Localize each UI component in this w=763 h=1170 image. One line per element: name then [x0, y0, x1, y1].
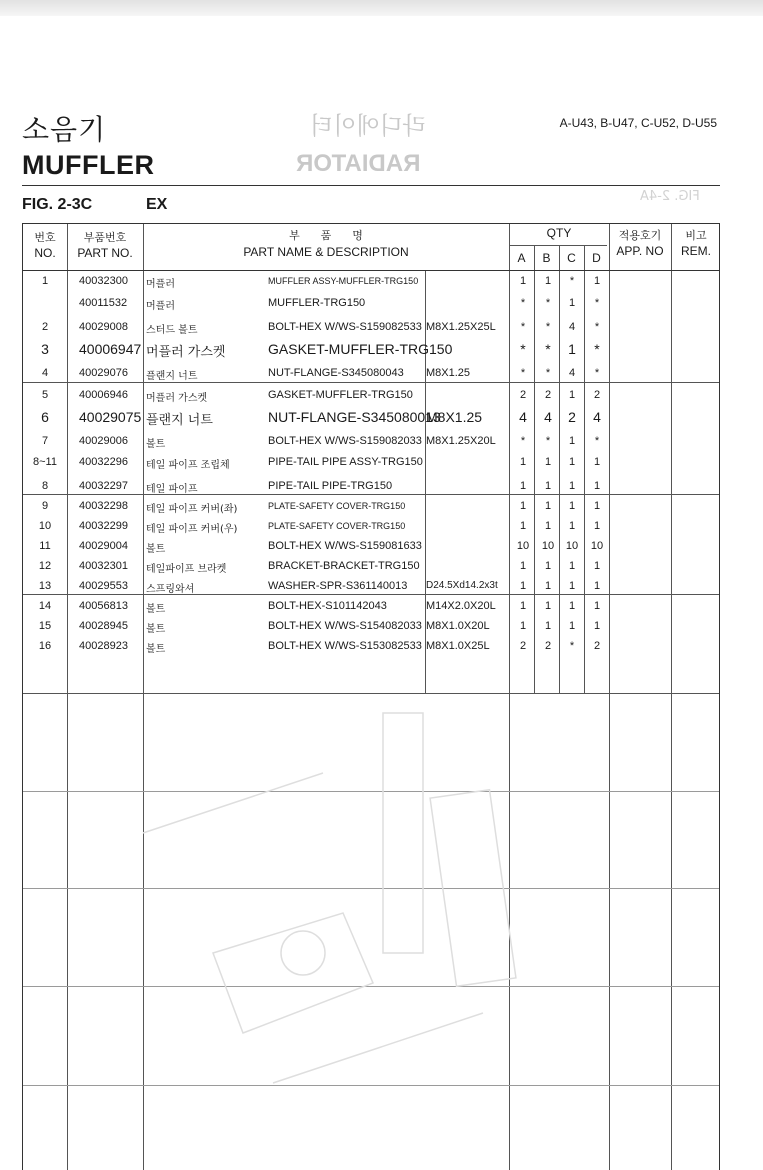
qty-c: 1 [568, 456, 576, 468]
item-no: 12 [38, 560, 52, 572]
ghost-leader-line [143, 773, 323, 833]
part-description: MUFFLER-TRG150 [268, 297, 366, 309]
part-number: 40032299 [79, 520, 128, 532]
part-name-ko: 볼트 [146, 544, 166, 555]
page-title-korean: 소음기 [22, 113, 107, 146]
part-description: PIPE-TAIL PIPE-TRG150 [268, 480, 393, 492]
item-no: 5 [41, 389, 49, 401]
header-qty-b: B [542, 251, 551, 265]
header-rem: REM. [681, 244, 711, 258]
qty-a: 1 [519, 620, 527, 632]
qty-c: 1 [568, 500, 576, 512]
qty-b: 1 [544, 560, 552, 572]
part-name-ko: 머플러 [146, 301, 175, 312]
qty-b: * [545, 297, 551, 309]
part-description: WASHER-SPR-S361140013 [268, 580, 408, 592]
qty-d: * [594, 341, 600, 357]
part-name-ko: 스터드 볼트 [146, 325, 198, 336]
part-number: 40032301 [79, 560, 128, 572]
item-no: 8 [41, 480, 49, 492]
qty-d: 1 [593, 500, 601, 512]
part-name-ko: 볼트 [146, 604, 166, 615]
qty-d: 10 [590, 540, 604, 552]
bleed-through-fig: FIG. 2-4A [640, 189, 700, 204]
title-divider [22, 185, 720, 186]
qty-c: 1 [568, 620, 576, 632]
bleed-through-title-ko: 라디에이터 [310, 112, 426, 140]
qty-a: 1 [519, 580, 527, 592]
part-name-ko: 볼트 [146, 624, 166, 635]
part-number: 40028923 [79, 640, 128, 652]
table-row [23, 385, 721, 405]
qty-a: 1 [519, 600, 527, 612]
part-number: 40011532 [79, 297, 128, 309]
table-row [23, 516, 721, 536]
item-no: 8~11 [33, 456, 57, 468]
header-app-ko: 적용호기 [618, 229, 662, 242]
qty-a: * [520, 367, 526, 379]
table-top-rule [23, 223, 719, 224]
header-qty-c: C [567, 251, 576, 265]
table-row [23, 536, 721, 556]
bleed-through-title-en: RADIATOR [296, 150, 421, 177]
table-row [23, 431, 721, 451]
part-name-ko: 테일 파이프 커버(좌) [146, 504, 238, 515]
part-name-ko: 스프링와셔 [146, 584, 195, 595]
qty-d: 1 [593, 456, 601, 468]
qty-d: * [594, 367, 600, 379]
ghost-leader-line [273, 1013, 483, 1083]
qty-a: 1 [519, 560, 527, 572]
group-divider [23, 693, 719, 694]
blank-row-rule [23, 791, 719, 792]
part-name-ko: 머플러 가스켓 [146, 393, 208, 404]
part-description: PIPE-TAIL PIPE ASSY-TRG150 [268, 456, 423, 468]
table-row [23, 271, 721, 291]
qty-a: 10 [516, 540, 530, 552]
page-title: MUFFLER [22, 150, 155, 180]
ghost-fitting-shape [281, 931, 325, 975]
item-no: 14 [38, 600, 52, 612]
qty-d: 1 [593, 520, 601, 532]
table-row [23, 576, 721, 596]
qty-d: 1 [593, 275, 601, 287]
qty-d: * [594, 297, 600, 309]
qty-d: 1 [593, 480, 601, 492]
qty-b: 1 [544, 620, 552, 632]
qty-d: * [594, 435, 600, 447]
qty-a: 1 [519, 480, 527, 492]
qty-d: 2 [593, 389, 601, 401]
part-spec: M8X1.0X20L [426, 620, 490, 632]
part-spec: D24.5Xd14.2x3t [426, 580, 498, 591]
qty-c: 10 [565, 540, 579, 552]
qty-a: * [520, 321, 526, 333]
item-no: 6 [41, 409, 49, 425]
model-codes: A-U43, B-U47, C-U52, D-U55 [559, 116, 717, 130]
part-name-ko: 볼트 [146, 439, 166, 450]
table-row [23, 340, 721, 360]
qty-b: 2 [544, 389, 552, 401]
part-name-ko: 볼트 [146, 644, 166, 655]
header-description: PART NAME & DESCRIPTION [243, 245, 409, 259]
ghost-pipe-shape [383, 713, 423, 953]
qty-d: 1 [593, 620, 601, 632]
part-description: GASKET-MUFFLER-TRG150 [268, 341, 453, 357]
item-no: 3 [41, 341, 49, 357]
parts-table [22, 223, 720, 1170]
part-spec: M8X1.0X25L [426, 640, 490, 652]
part-number: 40029076 [79, 367, 128, 379]
qty-c: 2 [568, 409, 576, 425]
part-name-ko: 테일파이프 브라켓 [146, 564, 227, 575]
item-no: 1 [41, 275, 49, 287]
qty-a: 4 [519, 409, 527, 425]
qty-b: 1 [544, 275, 552, 287]
table-row [23, 452, 721, 472]
part-number: 40029006 [79, 435, 128, 447]
header-part-ko: 부품번호 [83, 231, 127, 244]
ghost-bracket-shape [213, 913, 373, 1033]
item-no: 4 [41, 367, 49, 379]
qty-a: * [520, 297, 526, 309]
qty-b: * [545, 341, 551, 357]
part-description: NUT-FLANGE-S345080013 [268, 409, 441, 425]
part-number: 40029553 [79, 580, 128, 592]
figure-number: FIG. 2-3C [22, 196, 93, 213]
qty-b: 1 [544, 500, 552, 512]
part-description: MUFFLER ASSY-MUFFLER-TRG150 [268, 276, 419, 286]
qty-c: 1 [568, 435, 576, 447]
qty-a: * [520, 341, 526, 357]
item-no: 2 [41, 321, 49, 333]
qty-c: 1 [568, 389, 576, 401]
bleed-through-strokes [143, 713, 516, 1083]
item-no: 15 [38, 620, 52, 632]
qty-a: 1 [519, 456, 527, 468]
part-description: BOLT-HEX-S101142043 [268, 600, 387, 612]
qty-d: 1 [593, 560, 601, 572]
item-no: 13 [38, 580, 52, 592]
qty-c: 1 [568, 580, 576, 592]
qty-b: 10 [541, 540, 555, 552]
part-number: 40029008 [79, 321, 128, 333]
qty-c: 4 [568, 321, 576, 333]
table-row [23, 556, 721, 576]
header-qty-a: A [517, 251, 526, 265]
qty-b: 1 [544, 520, 552, 532]
qty-a: 2 [519, 640, 527, 652]
qty-c: * [569, 275, 575, 287]
blank-row-rule [23, 888, 719, 889]
qty-b: 1 [544, 480, 552, 492]
qty-subheader-rule [509, 245, 607, 246]
part-description: BOLT-HEX W/WS-S159082533 [268, 321, 422, 333]
qty-b: * [545, 435, 551, 447]
table-row [23, 636, 721, 656]
header-qty-d: D [592, 251, 601, 265]
part-name-ko: 플랜지 너트 [146, 413, 213, 428]
part-number: 40032297 [79, 480, 128, 492]
scan-edge [0, 0, 763, 16]
section-code: EX [146, 196, 168, 213]
qty-c: 1 [568, 520, 576, 532]
qty-c: 4 [568, 367, 576, 379]
part-name-ko: 테일 파이프 [146, 484, 198, 495]
part-spec: M14X2.0X20L [426, 600, 496, 612]
table-row [23, 496, 721, 516]
qty-b: 2 [544, 640, 552, 652]
part-name-ko: 테일 파이프 커버(우) [146, 524, 238, 535]
part-spec: M8X1.25X20L [426, 435, 496, 447]
qty-c: 1 [568, 341, 576, 357]
qty-a: 1 [519, 520, 527, 532]
item-no: 10 [38, 520, 52, 532]
qty-d: 2 [593, 640, 601, 652]
header-no: NO. [34, 246, 56, 260]
part-spec: M8X1.25 [426, 367, 471, 379]
part-description: BOLT-HEX W/WS-S154082033 [268, 620, 422, 632]
qty-c: 1 [568, 297, 576, 309]
part-name-ko: 머플러 [146, 279, 175, 290]
qty-d: 1 [593, 600, 601, 612]
table-row [23, 293, 721, 313]
table-row [23, 596, 721, 616]
table-row [23, 616, 721, 636]
part-number: 40032296 [79, 456, 128, 468]
blank-row-rule [23, 986, 719, 987]
qty-b: * [545, 321, 551, 333]
part-description: NUT-FLANGE-S345080043 [268, 367, 404, 379]
header-qty: QTY [546, 226, 572, 240]
part-number: 40006946 [79, 389, 128, 401]
part-name-ko: 플랜지 너트 [146, 371, 198, 382]
item-no: 16 [38, 640, 52, 652]
table-row [23, 476, 721, 496]
part-name-ko: 테일 파이프 조립체 [146, 460, 230, 471]
header-no-ko: 번호 [34, 231, 56, 244]
qty-c: 1 [568, 480, 576, 492]
qty-b: 4 [544, 409, 552, 425]
item-no: 7 [41, 435, 49, 447]
qty-d: 4 [593, 409, 601, 425]
part-description: BOLT-HEX W/WS-S153082533 [268, 640, 422, 652]
table-row [23, 317, 721, 337]
part-number: 40029075 [79, 409, 142, 425]
part-description: GASKET-MUFFLER-TRG150 [268, 389, 413, 401]
item-no: 11 [39, 540, 51, 552]
qty-c: 1 [568, 560, 576, 572]
qty-d: * [594, 321, 600, 333]
table-row [23, 363, 721, 383]
part-spec: M8X1.25X25L [426, 321, 496, 333]
bleed-through-diagram [123, 653, 683, 1153]
qty-b: 1 [544, 456, 552, 468]
part-number: 40032298 [79, 500, 128, 512]
part-number: 40032300 [79, 275, 128, 287]
part-name-ko: 머플러 가스켓 [146, 345, 226, 360]
part-description: PLATE-SAFETY COVER-TRG150 [268, 501, 406, 511]
qty-c: * [569, 640, 575, 652]
qty-b: * [545, 367, 551, 379]
qty-a: 2 [519, 389, 527, 401]
part-description: BRACKET-BRACKET-TRG150 [268, 560, 420, 572]
header-part-no: PART NO. [77, 246, 133, 260]
qty-d: 1 [593, 580, 601, 592]
part-number: 40006947 [79, 341, 142, 357]
header-app-no: APP. NO [616, 244, 664, 258]
qty-a: 1 [519, 500, 527, 512]
header-desc-ko: 부 품 명 [289, 229, 363, 242]
part-description: BOLT-HEX W/WS-S159081633 [268, 540, 422, 552]
part-number: 40028945 [79, 620, 128, 632]
item-no: 9 [41, 500, 49, 512]
blank-row-rule [23, 1085, 719, 1086]
part-spec: M8X1.25 [426, 409, 483, 425]
qty-a: * [520, 435, 526, 447]
part-description: BOLT-HEX W/WS-S159082033 [268, 435, 422, 447]
qty-a: 1 [519, 275, 527, 287]
table-row [23, 408, 721, 428]
part-number: 40029004 [79, 540, 128, 552]
header-rem-ko: 비고 [685, 229, 707, 242]
part-number: 40056813 [79, 600, 128, 612]
part-description: PLATE-SAFETY COVER-TRG150 [268, 521, 406, 531]
qty-b: 1 [544, 600, 552, 612]
qty-c: 1 [568, 600, 576, 612]
qty-b: 1 [544, 580, 552, 592]
